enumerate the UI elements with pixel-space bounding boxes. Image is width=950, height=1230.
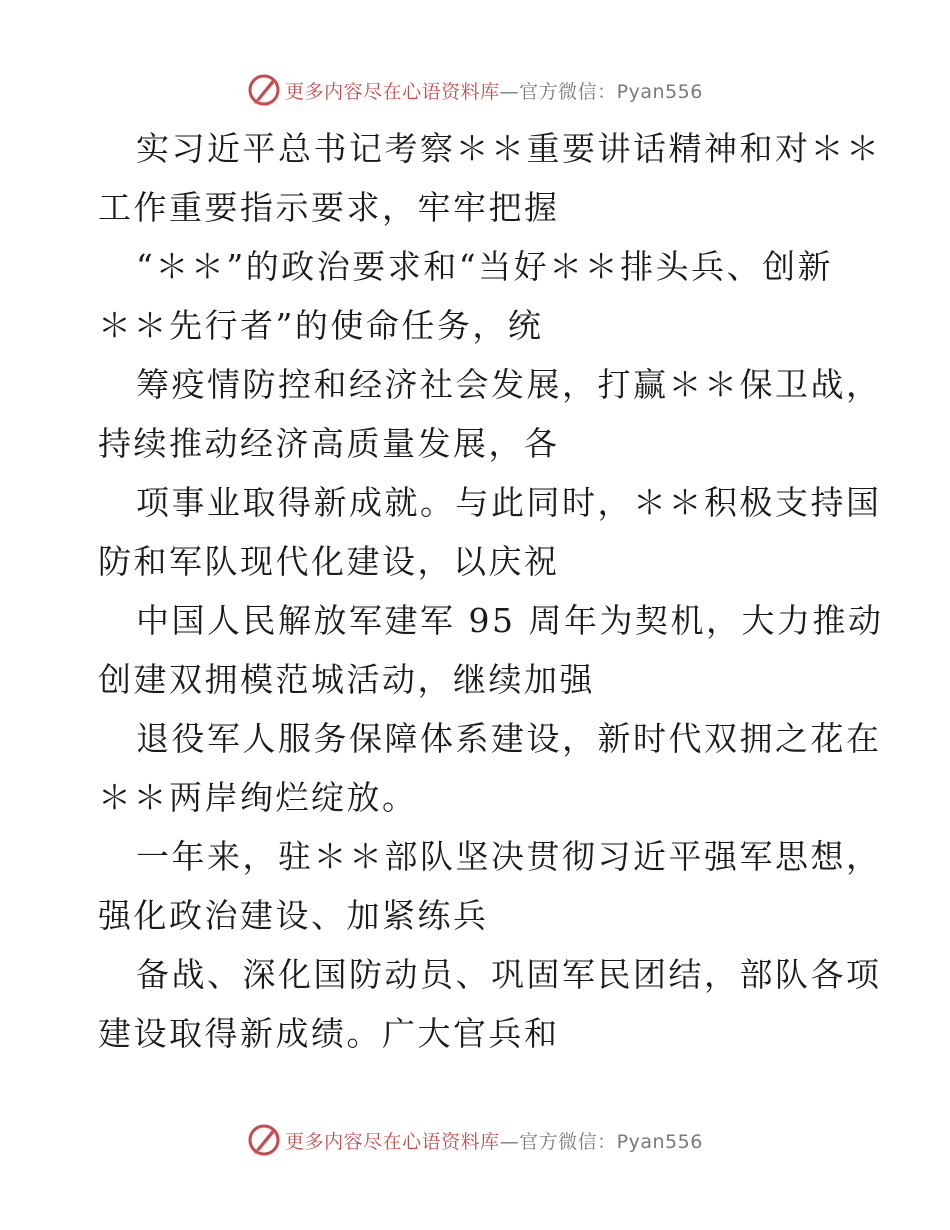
header-separator: — [499, 80, 520, 103]
paragraph-line: 筹疫情防控和经济社会发展，打赢＊＊保卫战， [136, 365, 882, 404]
quill-pen-circle-icon [247, 73, 281, 107]
paragraph-8 [98, 945, 882, 1063]
paragraph-line: ＊＊先行者”的使命任务，统 [98, 306, 544, 345]
document-body [98, 119, 884, 1063]
paragraph-line: ＊＊两岸绚烂绽放。 [98, 778, 418, 817]
paragraph-line: 项事业取得新成就。与此同时，＊＊积极支持国 [136, 483, 882, 522]
paragraph-line: 中国人民解放军建军 95 周年为契机，大力推动 [136, 601, 884, 640]
paragraph-line: 创建双拥模范城活动，继续加强 [98, 660, 595, 699]
paragraph-2 [98, 237, 858, 355]
header-contact-text: 官方微信：Pyan556 [519, 80, 703, 103]
header-watermark-banner [0, 70, 950, 110]
paragraph-line: 实习近平总书记考察＊＊重要讲话精神和对＊＊ [136, 129, 882, 168]
footer-watermark-banner [0, 1120, 950, 1160]
paragraph-5 [98, 591, 884, 709]
paragraph-line: 退役军人服务保障体系建设，新时代双拥之花在 [136, 719, 882, 758]
footer-contact-text: 官方微信：Pyan556 [519, 1130, 703, 1153]
paragraph-line: 备战、深化国防动员、巩固军民团结，部队各项 [136, 955, 882, 994]
paragraph-3 [98, 355, 882, 473]
paragraph-line: 持续推动经济高质量发展，各 [98, 424, 560, 463]
paragraph-6 [98, 709, 882, 827]
paragraph-line: 强化政治建设、加紧练兵 [98, 896, 489, 935]
paragraph-1 [98, 119, 882, 237]
paragraph-line: 防和军队现代化建设，以庆祝 [98, 542, 560, 581]
quill-pen-circle-icon [247, 1123, 281, 1157]
paragraph-7 [98, 827, 882, 945]
footer-banner-text [285, 1127, 703, 1154]
paragraph-line: 建设取得新成绩。广大官兵和 [98, 1014, 560, 1053]
paragraph-4 [98, 473, 882, 591]
footer-brand-text: 更多内容尽在心语资料库 [285, 1130, 500, 1153]
paragraph-line: 一年来，驻＊＊部队坚决贯彻习近平强军思想， [136, 837, 882, 876]
paragraph-line: 工作重要指示要求，牢牢把握 [98, 188, 560, 227]
header-brand-text: 更多内容尽在心语资料库 [285, 80, 500, 103]
footer-separator: — [499, 1130, 520, 1153]
header-banner-text [285, 77, 703, 104]
paragraph-line: “＊＊”的政治要求和“当好＊＊排头兵、创新 [136, 247, 834, 286]
